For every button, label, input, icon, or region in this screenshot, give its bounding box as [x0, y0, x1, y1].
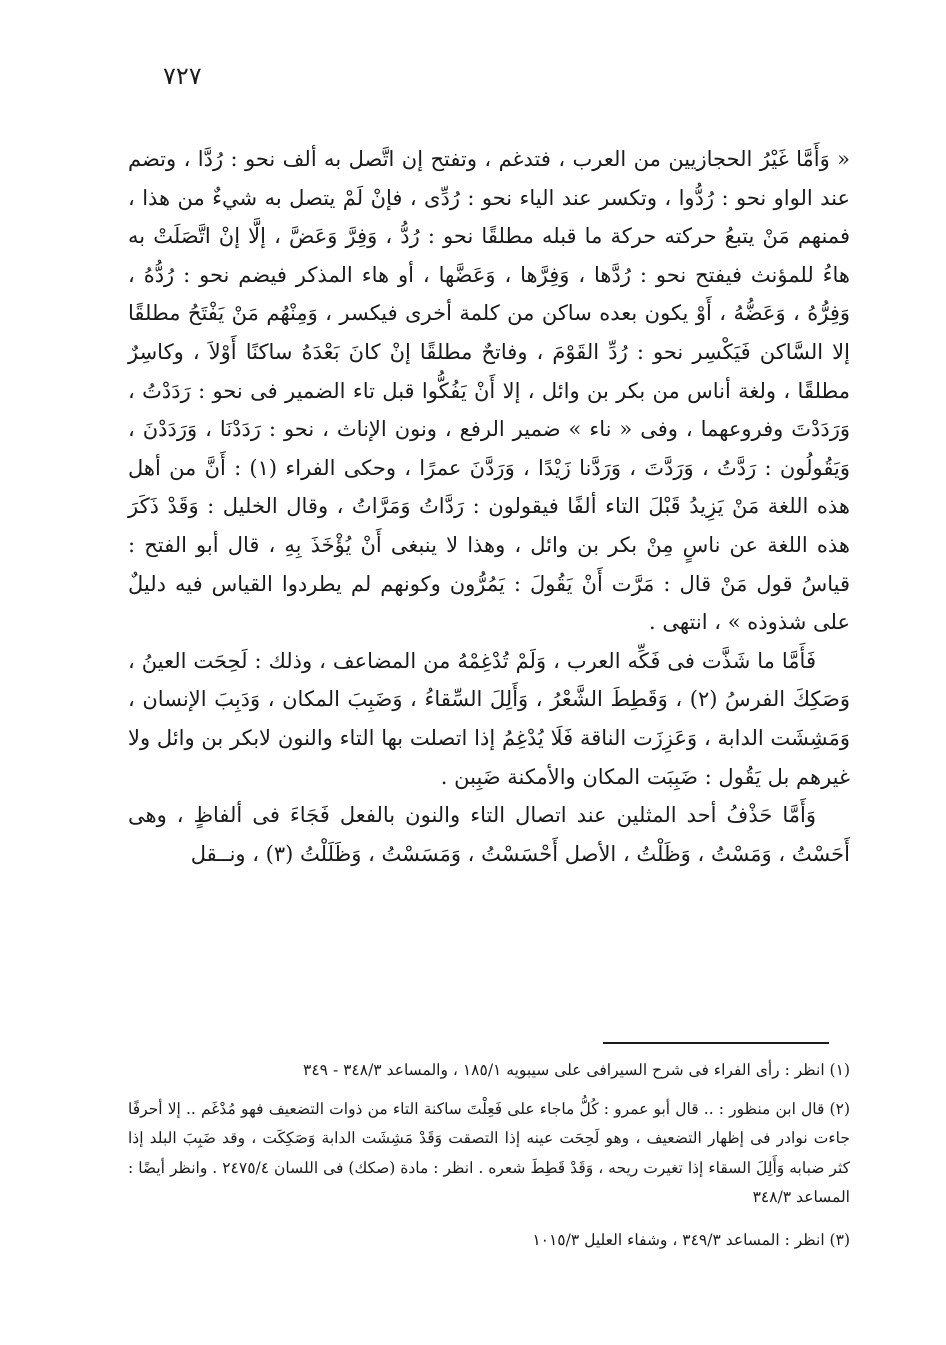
paragraph-unusual-unmerging: فَأَمَّا ما شَذَّت فى فَكِّه العرب ، وَلَمْ تُدْغِمْهُ من المضاعف ، وذلك : لَحِحَت العينُ ، وَصَكِكَ الفرسُ (٢) ، وَقَطِطَ الشَّعْرُ ، وَأَلِلَ السِّقاءُ ، وَضَبِبَ المكان ، وَدَبِبَ الإنسان ، وَمَشِشَت الدابة ، وَعَزِزَت الناقة فَلَا يُدْغِمُ إذا اتصلت بها التاء والنون لابكر بن وائل ولا غيرهم بل يَقُول : ضَبِبَت المكان والأمكنة ضَبِبن .	[128, 648, 850, 789]
footnotes	[128, 1056, 850, 1255]
main-text-body	[128, 140, 850, 873]
footnote-3: (٣) انظر : المساعد ٣٤٩/٣ ، وشفاء العليل ١٠١٥/٣	[532, 1230, 850, 1249]
paragraph-quote: « وَأَمَّا غَيْرُ الحجازيين من العرب ، فتدغم ، وتفتح إن اتَّصل به ألف نحو : رُدَّا ، وتضم عند الواو نحو : رُدُّوا ، وتكسر عند الياء نحو : رُدِّى ، فإنْ لَمْ يتصل به شيءٌ من هذا ، فمنهم مَنْ يتبعُ حركته حركة ما قبله مطلقًا نحو : رُدُّ ، وَفِرَّ وَعَضَّ ، إلَّا إنْ اتَّصَلَتْ به هاءُ للمؤنث فيفتح نحو : رُدَّها ، وَفِرَّها ، وَعَضَّها ، أو هاء المذكر فيضم نحو : رُدُّهُ ، وَفِرُّهُ ، وَعَضُّهُ ، أَوْ يكون بعده ساكن من كلمة أخرى فيكسر ، وَمِنْهُم مَنْ يَفْتَحُ مطلقًا إلا السَّاكن فَيَكْسِر نحو : رُدِّ القَوْمَ ، وفاتحٌ مطلقًا إنْ كانَ بَعْدَهُ ساكنًا أَوْلاَ ، وكاسِرٌ مطلقًا ، ولغة أناس من بكر بن وائل ، إلا أَنْ يَفُكُّوا قبل تاء الضمير فى نحو : رَدَدْتُ ، وَرَدَدْتَ وفروعهما ، وفى « ناء » ضمير الرفع ، ونون الإناث ، نحو : رَدَدْنَا ، وَرَدَدْنَ ، وَيَقُولُون : رَدَّتُ ، وَرَدَّتَ ، وَرَدَّنا زَيْدًا ، وَرَدَّنَ عمرًا ، وحكى الفراء (١) : أَنَّ من أهل هذه اللغة مَنْ يَزِيدُ قَبْلَ التاء ألفًا فيقولون : رَدَّاتُ وَمَرَّاتُ ، وقال الخليل : وَقَدْ ذَكَرَ هذه اللغة عن ناسٍ مِنْ بكر بن وائل ، وهذا لا ينبغى أَنْ يُؤْخَذَ بِهِ ، قال أبو الفتح : قياسُ قول مَنْ قال : مَرَّت أَنْ يَقُولَ : يَمُرُّون وكونهم لم يطردوا القياس فيه دليلٌ على شذوذه » ، انتهى .	[128, 147, 850, 635]
paragraph-deletion: وَأَمَّا حَذْفُ أحد المثلين عند اتصال التاء والنون بالفعل فَجَاءَ فى ألفاظٍ ، وهى أَحَسْتُ ، وَمَسْتُ ، وَظَلْتُ ، الأصل أَحْسَسْتُ ، وَمَسَسْتُ ، وَظَلَلْتُ (٣) ، ونــقل	[128, 803, 850, 866]
footnote-2: (٢) قال ابن منظور : .. قال أبو عمرو : كُلُّ ماجاء على فَعِلْتَ ساكنة التاء من ذوات التضعيف فهو مُدْغَم .. إلا أحرفًا جاءت نوادر فى إظهار التضعيف ، وهو لَحِحَت عينه إذا التصقت وَقَدْ مَشِشَت الدابة وَصَكِكَت ، وقد ضَبِبَ البلد إذا كثر ضبابه وَأَلِلَ السقاء إذا تغيرت ريحه ، وَقَدْ قَطِطَ شعره . انظر : مادة (صكك) فى اللسان ٢٤٧٥/٤ . وانظر أيضًا : المساعد ٣٤٨/٣	[128, 1099, 851, 1206]
footnote-separator	[603, 1042, 829, 1044]
page-number: ٧٢٧	[163, 62, 202, 90]
footnote-1: (١) انظر : رأى الفراء فى شرح السيرافى على سيبويه ١٨٥/١ ، والمساعد ٣٤٨/٣ - ٣٤٩	[303, 1061, 850, 1079]
